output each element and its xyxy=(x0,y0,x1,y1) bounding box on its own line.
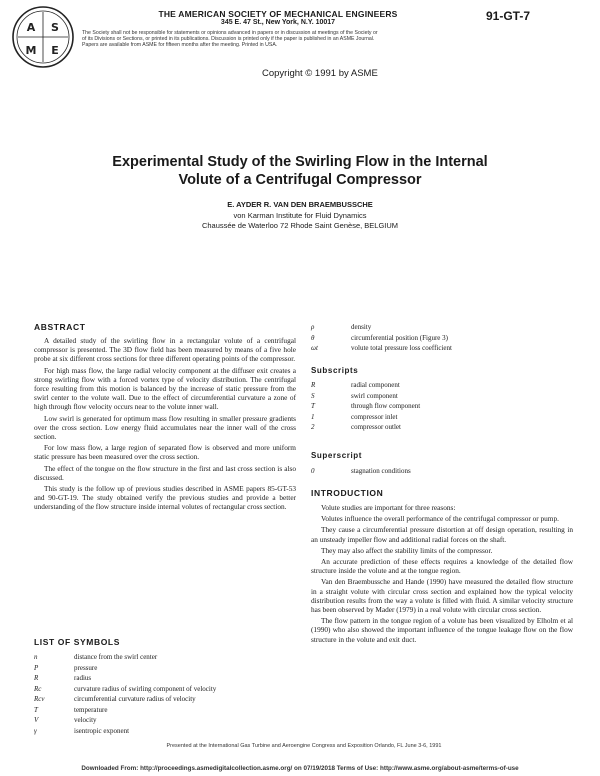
symbol: Rcv xyxy=(34,695,45,703)
paragraph: They cause a circumferential pressure distortion at off design operation, resulting in an unsteady impeller flow and additional radial forces on the shaft. xyxy=(311,525,573,544)
paragraph: The flow pattern in the tongue region of a volute has been visualized by Elholm et al (1990) who also showed the important influence of the tongue leakage flow on the flow structure in the volute and exit duct. xyxy=(311,616,573,644)
paragraph: For low mass flow, a large region of separated flow is observed and more uniform static pressure has been measured over the cross section. xyxy=(34,443,296,462)
paragraph: This study is the follow up of previous studies described in ASME papers 85-GT-53 and 90-GT-19. The study obtained verify the previous studies and provide a better understanding of the flow structure inside internal volutes of rectangular cross section. xyxy=(34,484,296,512)
authors: E. AYDER R. VAN DEN BRAEMBUSSCHE xyxy=(227,200,373,209)
symbol-row xyxy=(311,412,573,423)
symbol: 1 xyxy=(311,412,315,421)
symbol-definition: temperature xyxy=(74,705,108,714)
symbol-definition: curvature radius of swirling component of velocity xyxy=(74,684,217,693)
symbol-definition: velocity xyxy=(74,716,97,724)
symbol: T xyxy=(311,402,315,410)
symbol-definition: pressure xyxy=(74,663,98,672)
institute-address: Chaussée de Waterloo 72 Rhode Saint Genèse, BELGIUM xyxy=(201,221,399,230)
paragraph: Low swirl is generated for optimum mass flow resulting in smaller pressure gradients over the cross section. Low energy fluid accumulates near the inner wall of the cross section. xyxy=(34,413,296,442)
symbols-list xyxy=(34,652,296,736)
presented-note: Presented at the International Gas Turbine and Aeroengine Congress and Exposition Orlando, FL June 3-6, 1991 xyxy=(166,743,442,749)
symbol: 2 xyxy=(311,423,315,431)
symbols-heading: LIST OF SYMBOLS xyxy=(34,637,120,647)
symbol-row xyxy=(311,466,573,477)
paragraph: For high mass flow, the large radial velocity component at the diffuser exit creates a strong swirling flow with a forced vortex type of velocity distribution. The centrifugal force resulting from this motion is balanced by the increase of static pressure from the swirl center to the volute wall. Due to the effect of circumferential curvature a zone of high through flow velocity occurs near to the volute inner wall. xyxy=(34,365,296,412)
symbol-row xyxy=(311,322,573,333)
symbol: R xyxy=(311,381,316,389)
symbol-definition: compressor inlet xyxy=(351,412,398,421)
svg-text:E: E xyxy=(51,44,59,57)
paragraph: Volute studies are important for three reasons: xyxy=(321,503,456,512)
printed-in: Printed in USA. xyxy=(241,42,278,48)
paper-number: 91-GT-7 xyxy=(486,9,531,23)
symbol-row xyxy=(34,694,296,705)
symbol-definition: circumferential curvature radius of velocity xyxy=(74,695,196,703)
symbol-definition: radius xyxy=(74,674,92,682)
symbol-definition: density xyxy=(351,323,372,331)
abstract-heading: ABSTRACT xyxy=(34,322,86,332)
subscripts-heading: Subscripts xyxy=(311,366,359,375)
paragraph: A detailed study of the swirling flow in a rectangular volute of a centrifugal compressor is presented. The 3D flow field has been measured by means of a five hole probe at six different cross sections for three different operating points of the compressor. xyxy=(34,336,296,364)
symbol: γ xyxy=(34,726,37,735)
symbol-definition: radial component xyxy=(351,381,400,389)
symbol: T xyxy=(34,705,38,714)
symbol: S xyxy=(311,391,315,400)
paragraph: They may also affect the stability limits of the compressor. xyxy=(321,545,493,555)
superscript-heading: Superscript xyxy=(311,451,363,460)
introduction-body xyxy=(311,503,573,646)
svg-text:M: M xyxy=(25,44,37,57)
asme-seal-icon xyxy=(10,4,76,70)
symbol: Rc xyxy=(34,684,42,693)
symbol-row xyxy=(34,652,296,663)
symbol: 0 xyxy=(311,467,315,475)
paragraph: Van den Braembussche and Hande (1990) have measured the detailed flow structure in a straight volute with circular cross section and explained how the typical velocity distribution results from the way a volute is filled with fluid. A similar velocity structure has been observed by Mader (1979) in a real volute with circular cross section. xyxy=(311,577,573,615)
symbol-row xyxy=(34,715,296,726)
svg-text:S: S xyxy=(51,21,59,34)
symbol-row xyxy=(34,663,296,674)
symbol-row xyxy=(311,391,573,402)
institute: von Karman Institute for Fluid Dynamics xyxy=(233,211,367,220)
symbol-definition: distance from the swirl center xyxy=(74,653,158,661)
symbol: R xyxy=(34,674,39,682)
symbol: V xyxy=(34,716,39,724)
symbol: P xyxy=(34,663,39,672)
symbol-row xyxy=(311,343,573,354)
symbol: n xyxy=(34,653,38,661)
symbol-row xyxy=(34,673,296,684)
symbol-definition: stagnation conditions xyxy=(351,467,411,475)
paper-title xyxy=(40,153,560,189)
svg-text:A: A xyxy=(26,21,36,34)
symbol-row xyxy=(34,684,296,695)
symbol-definition: through flow component xyxy=(351,402,421,410)
symbol-row xyxy=(311,401,573,412)
introduction-heading: INTRODUCTION xyxy=(311,488,384,498)
title-line: Volute of a Centrifugal Compressor xyxy=(178,172,422,188)
subscripts-list xyxy=(311,380,573,433)
symbol: θ xyxy=(311,333,315,342)
symbol-row xyxy=(311,380,573,391)
society-name: THE AMERICAN SOCIETY OF MECHANICAL ENGINEERS xyxy=(158,9,398,19)
superscript-list xyxy=(311,466,573,477)
symbol-definition: isentropic exponent xyxy=(74,726,130,735)
symbol-row xyxy=(34,726,296,737)
society-address: 345 E. 47 St., New York, N.Y. 10017 xyxy=(220,19,336,26)
symbol: ρ xyxy=(311,323,315,331)
symbol-definition: swirl component xyxy=(351,391,398,400)
title-line: Experimental Study of the Swirling Flow in the Internal xyxy=(112,154,488,170)
symbol-definition: compressor outlet xyxy=(351,423,401,431)
symbol-definition: circumferential position (Figure 3) xyxy=(351,333,448,342)
download-footer: Downloaded From: http://proceedings.asmedigitalcollection.asme.org/ on 07/19/2018 Terms of Use: http://www.asme.org/about-asme/terms-of-use xyxy=(81,765,519,772)
symbol-row xyxy=(311,422,573,433)
responsibility-notice xyxy=(82,30,382,48)
paragraph: An accurate prediction of these effects requires a knowledge of the detailed flow structure inside the volute and at the tongue region. xyxy=(311,557,573,576)
symbol-definition: volute total pressure loss coefficient xyxy=(351,344,452,352)
paragraph: Volutes influence the overall performance of the centrifugal compressor or pump. xyxy=(321,514,559,524)
symbol-row xyxy=(311,333,573,344)
notice-text: The Society shall not be responsible for statements or opinions advanced in papers or in discussion at meetings of the Society or of its Divisions or Sections, or printed in its publications. Discussion is printed only if the paper is published in an ASME Journal. Papers are available from ASME for fifteen months after the meeting. xyxy=(82,30,378,48)
symbol-row xyxy=(34,705,296,716)
paragraph: The effect of the tongue on the flow structure in the first and last cross section is also discussed. xyxy=(34,463,296,482)
abstract-body xyxy=(34,336,296,514)
symbols-list-continued xyxy=(311,322,573,354)
symbol: ωt xyxy=(311,344,318,352)
copyright-line: Copyright © 1991 by ASME xyxy=(262,68,378,79)
